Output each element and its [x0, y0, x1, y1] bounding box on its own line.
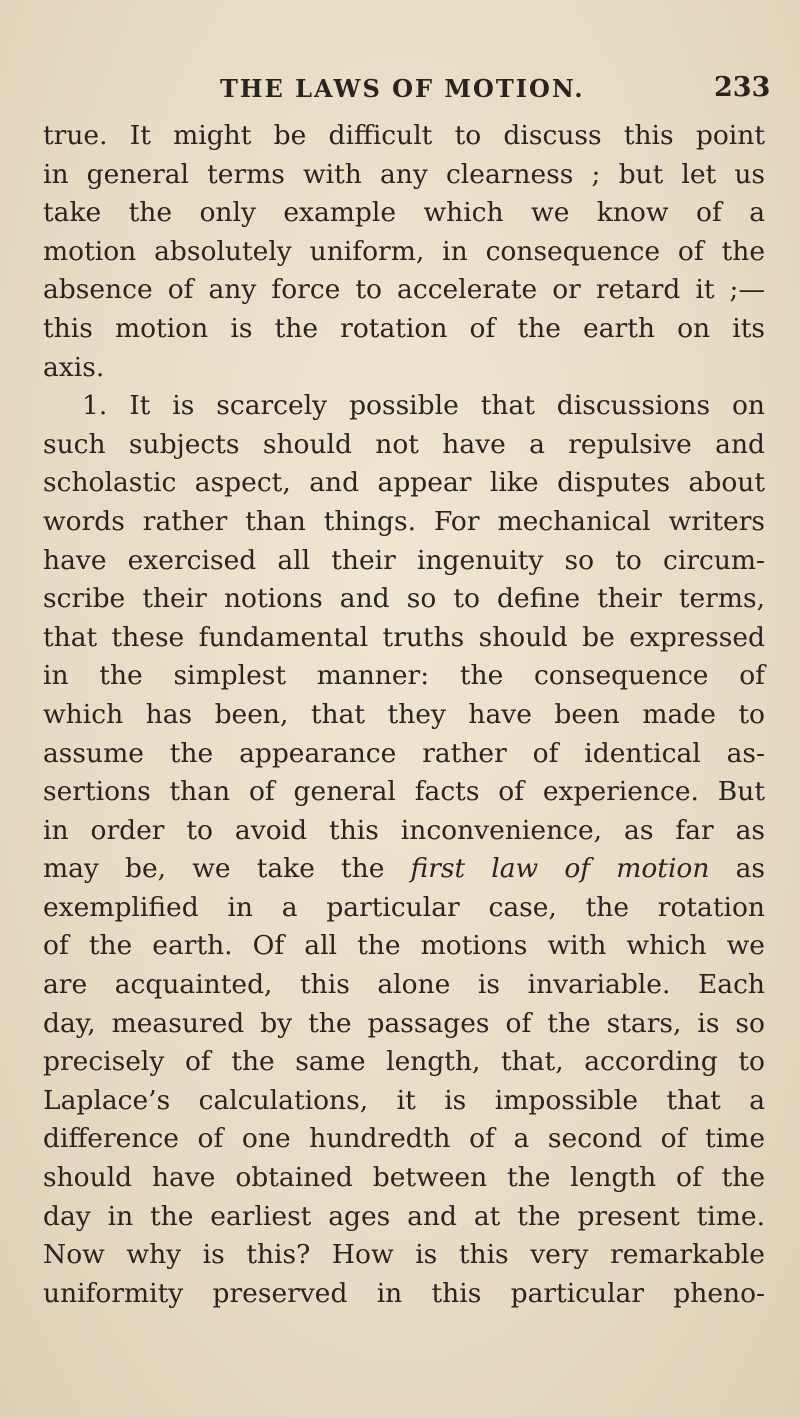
text-line: in order to avoid this inconvenience, as far as — [43, 814, 765, 846]
text-line: exemplified in a particular case, the rotation — [43, 891, 765, 923]
text-line: take the only example which we know of a — [43, 197, 765, 229]
italic-phrase: first law of motion — [410, 853, 710, 885]
text-line: Laplace’s calculations, it is impossible that a — [43, 1084, 765, 1116]
body-text — [43, 117, 765, 1313]
text-line: day in the earliest ages and at the present time. — [43, 1200, 765, 1232]
text-line: assume the appearance rather of identical as- — [43, 737, 765, 769]
text-line: axis. — [43, 351, 105, 383]
text-line: scholastic aspect, and appear like disputes about — [43, 467, 765, 499]
text-segment: may be, we take the — [43, 853, 385, 885]
text-line: words rather than things. For mechanical writers — [43, 505, 765, 537]
text-line: of the earth. Of all the motions with which we — [43, 930, 765, 962]
text-line: in the simplest manner: the consequence of — [43, 660, 765, 692]
running-header — [0, 72, 800, 112]
running-title: THE LAWS OF MOTION. — [220, 74, 585, 103]
text-line: in general terms with any clearness ; but let us — [43, 158, 765, 190]
page-number: 233 — [714, 72, 771, 103]
text-line: motion absolutely uniform, in consequence of the — [43, 235, 765, 267]
text-line: uniformity preserved in this particular pheno- — [43, 1277, 765, 1309]
text-line: scribe their notions and so to define their terms, — [43, 583, 765, 615]
paragraph-start-line: 1. It is scarcely possible that discussions on — [82, 390, 765, 422]
text-line: true. It might be difficult to discuss this point — [43, 120, 765, 151]
text-line: are acquainted, this alone is invariable. Each — [43, 969, 765, 1001]
text-line: this motion is the rotation of the earth on its — [43, 312, 765, 344]
text-line: precisely of the same length, that, according to — [43, 1046, 765, 1078]
text-line: that these fundamental truths should be expressed — [43, 621, 765, 653]
text-line: should have obtained between the length of the — [43, 1162, 765, 1194]
text-line: have exercised all their ingenuity so to circum- — [43, 544, 765, 576]
text-line: day, measured by the passages of the stars, is so — [43, 1007, 765, 1039]
text-line: such subjects should not have a repulsive and — [43, 428, 765, 460]
text-line: sertions than of general facts of experience. But — [43, 776, 765, 808]
text-line: which has been, that they have been made to — [43, 698, 765, 730]
text-line: Now why is this? How is this very remarkable — [43, 1239, 765, 1271]
text-line: difference of one hundredth of a second of time — [43, 1123, 765, 1155]
text-line: absence of any force to accelerate or retard it ;— — [43, 274, 765, 306]
text-segment: as — [735, 853, 765, 885]
text-line-with-italic — [43, 850, 765, 889]
